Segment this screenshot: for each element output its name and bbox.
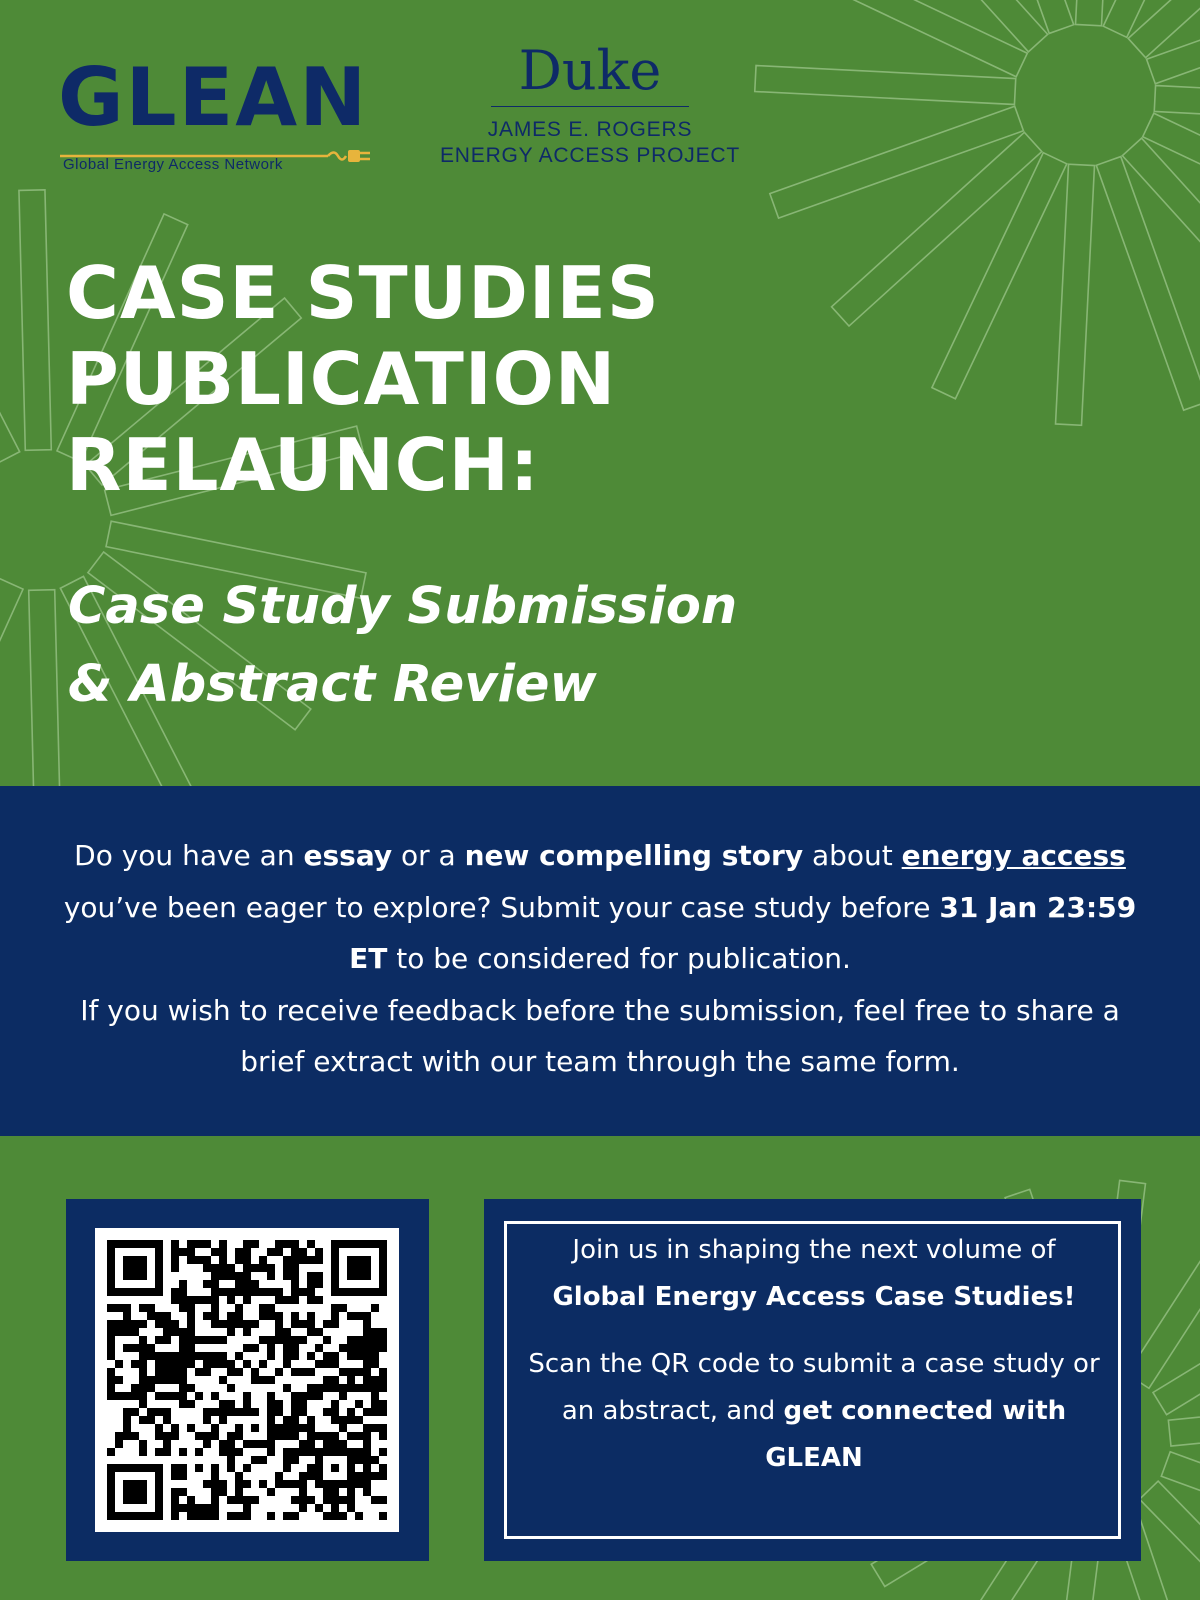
duke-wordmark: Duke [518, 39, 662, 102]
glean-logo [58, 51, 378, 176]
intro-essay: essay [303, 839, 393, 872]
subtitle-line-2: & Abstract Review [68, 655, 597, 714]
intro-text-5: to be considered for publication. [387, 942, 851, 975]
duke-line-1: JAMES E. ROGERS [487, 118, 693, 141]
glean-tagline: Global Energy Access Network [63, 156, 283, 173]
cta-volume-title: Global Energy Access Case Studies! [552, 1282, 1076, 1312]
intro-text-4: you’ve been eager to explore? Submit your case study before [63, 890, 940, 924]
intro-text-1: Do you have an [74, 839, 304, 872]
glean-wordmark: GLEAN [58, 51, 369, 144]
page-title [66, 250, 660, 508]
deadline-text: 31 Jan 23:59 ET [349, 890, 1137, 975]
qr-code[interactable] [95, 1228, 399, 1532]
intro-text-3: about [803, 839, 902, 872]
cta-connect: get connected with GLEAN [765, 1396, 1067, 1473]
intro-story: new compelling story [464, 839, 804, 872]
title-line-3: RELAUNCH: [66, 423, 540, 507]
subtitle-line-1: Case Study Submission [68, 577, 738, 636]
cta-paragraph-1 [510, 1227, 1118, 1321]
feedback-text: If you wish to receive feedback before the submission, feel free to share a brief extract with our team through the same form. [80, 993, 1120, 1078]
qr-panel [66, 1199, 429, 1561]
title-line-2: PUBLICATION [66, 337, 617, 421]
cta-line-2: Scan the QR code to submit a case study or an abstract, and [528, 1349, 1100, 1426]
cta-text [510, 1227, 1118, 1482]
intro-paragraph [50, 830, 1150, 1088]
qr-code-icon [107, 1240, 387, 1520]
title-line-1: CASE STUDIES [66, 251, 660, 335]
page-subtitle [68, 568, 737, 724]
duke-logo [430, 40, 750, 169]
cta-panel [484, 1199, 1141, 1561]
duke-line-2: ENERGY ACCESS PROJECT [440, 144, 740, 167]
energy-access-link[interactable]: energy access [901, 839, 1126, 872]
intro-text-2: or a [392, 839, 465, 872]
duke-divider [491, 106, 689, 107]
cta-line-1: Join us in shaping the next volume of [572, 1235, 1056, 1265]
cta-paragraph-2 [510, 1341, 1118, 1482]
